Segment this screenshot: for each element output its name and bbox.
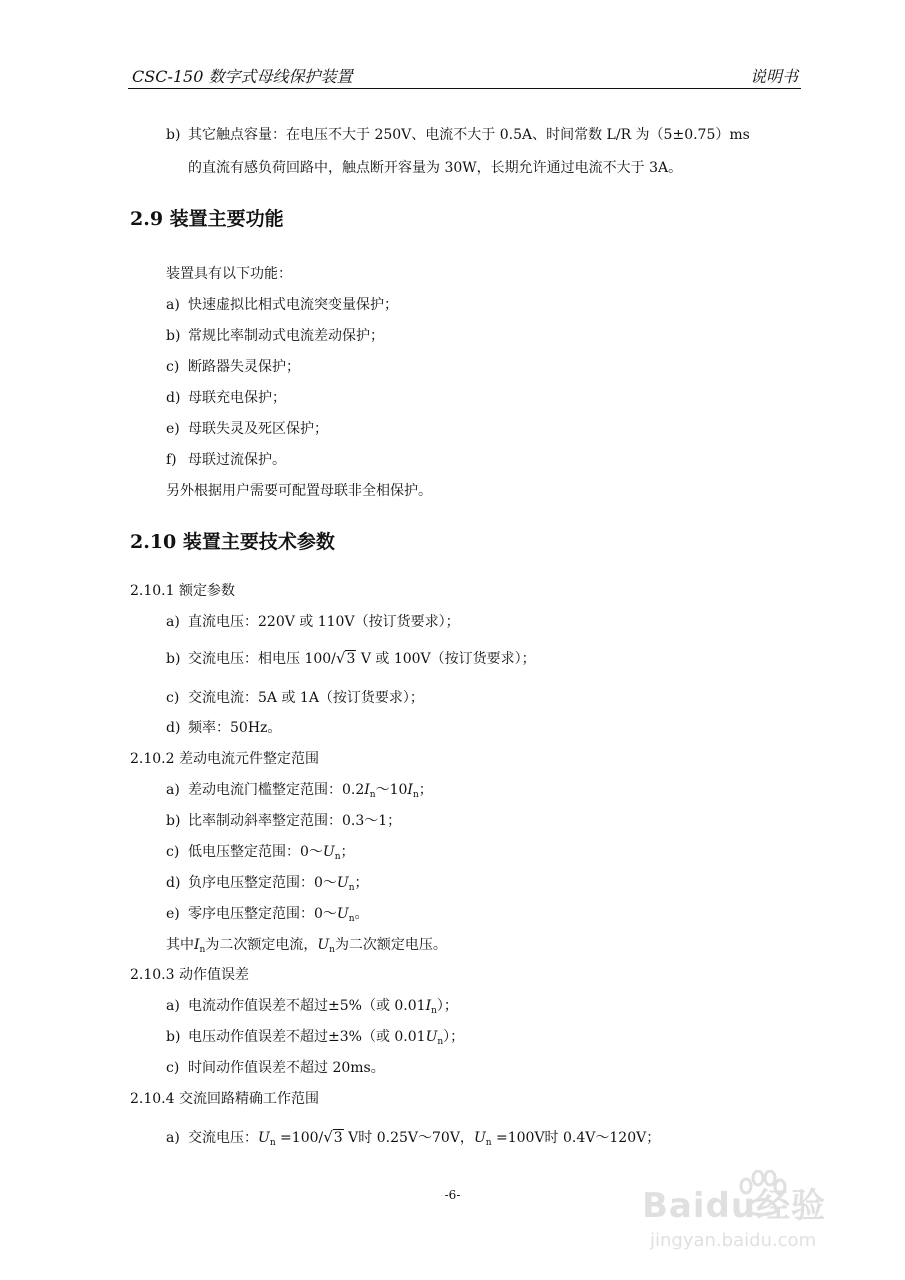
list-item: c) 时间动作值误差不超过 20ms。: [166, 1060, 385, 1076]
subsection-2-10-1-title: 2.10.1 额定参数: [130, 583, 235, 599]
list-item: e) 母联失灵及死区保护；: [166, 421, 328, 437]
list-item: e) 零序电压整定范围：$0\sim U_n$。: [166, 906, 369, 924]
list-item: c) 交流电流：5A 或 1A（按订货要求）；: [166, 690, 424, 706]
list-item: b) 电压动作值误差不超过±3%（或 $0.01U_n$）；: [166, 1029, 465, 1047]
list-item: b) 交流电压：相电压 100/√3 V 或 100V（按订货要求）；: [166, 649, 536, 667]
range-note: 其中$I_n$为二次额定电流，$U_n$为二次额定电压。: [166, 937, 447, 955]
sqrt-symbol: √3: [323, 1128, 343, 1146]
contact-capacity-line-1: b) 其它触点容量：在电压不大于 250V、电流不大于 0.5A、时间常数 L/R 为（5±0.75）ms: [166, 127, 750, 143]
functions-extra: 另外根据用户需要可配置母联非全相保护。: [166, 483, 432, 499]
list-item: d) 频率：50Hz。: [166, 720, 282, 736]
header-title: CSC-150 数字式母线保护装置: [132, 67, 353, 86]
page-number: -6-: [444, 1188, 461, 1202]
list-item: a) 交流电压：$U_n =100/√3$ V时 0.25V～70V，$U_n =100V$时 0.4V～120V；: [166, 1128, 661, 1148]
list-item: a) 直流电压：220V 或 110V（按订货要求）；: [166, 614, 460, 630]
list-item: d) 负序电压整定范围：$0\sim U_n$；: [166, 875, 369, 893]
watermark-brand: Baidu经验: [642, 1186, 827, 1226]
list-item: a) 差动电流门槛整定范围：$0.2I_n\sim 10I_n$；: [166, 782, 433, 800]
list-item: f) 母联过流保护。: [166, 452, 286, 468]
list-item: c) 断路器失灵保护；: [166, 359, 300, 375]
functions-intro: 装置具有以下功能：: [166, 266, 292, 282]
list-item: a) 电流动作值误差不超过±5%（或 $0.01I_n$）；: [166, 998, 458, 1016]
list-item: a) 快速虚拟比相式电流突变量保护；: [166, 297, 398, 313]
sqrt-symbol: √3: [335, 649, 356, 667]
subsection-2-10-3-title: 2.10.3 动作值误差: [130, 967, 249, 983]
list-item: c) 低电压整定范围：$0\sim U_n$；: [166, 844, 355, 862]
section-2-10-heading: 2.10 装置主要技术参数: [130, 531, 335, 553]
watermark-url: jingyan.baidu.com: [650, 1230, 817, 1251]
contact-capacity-line-2: 的直流有感负荷回路中，触点断开容量为 30W，长期允许通过电流不大于 3A。: [188, 160, 683, 176]
section-2-9-heading: 2.9 装置主要功能: [130, 208, 284, 230]
list-item: b) 比率制动斜率整定范围：0.3～1；: [166, 813, 402, 829]
subsection-2-10-4-title: 2.10.4 交流回路精确工作范围: [130, 1091, 319, 1107]
header-rule: [128, 88, 801, 89]
header-doc-type: 说明书: [749, 67, 798, 86]
list-item: d) 母联充电保护；: [166, 390, 286, 406]
baidu-watermark: [642, 1168, 862, 1268]
subsection-2-10-2-title: 2.10.2 差动电流元件整定范围: [130, 751, 319, 767]
list-item: b) 常规比率制动式电流差动保护；: [166, 328, 384, 344]
